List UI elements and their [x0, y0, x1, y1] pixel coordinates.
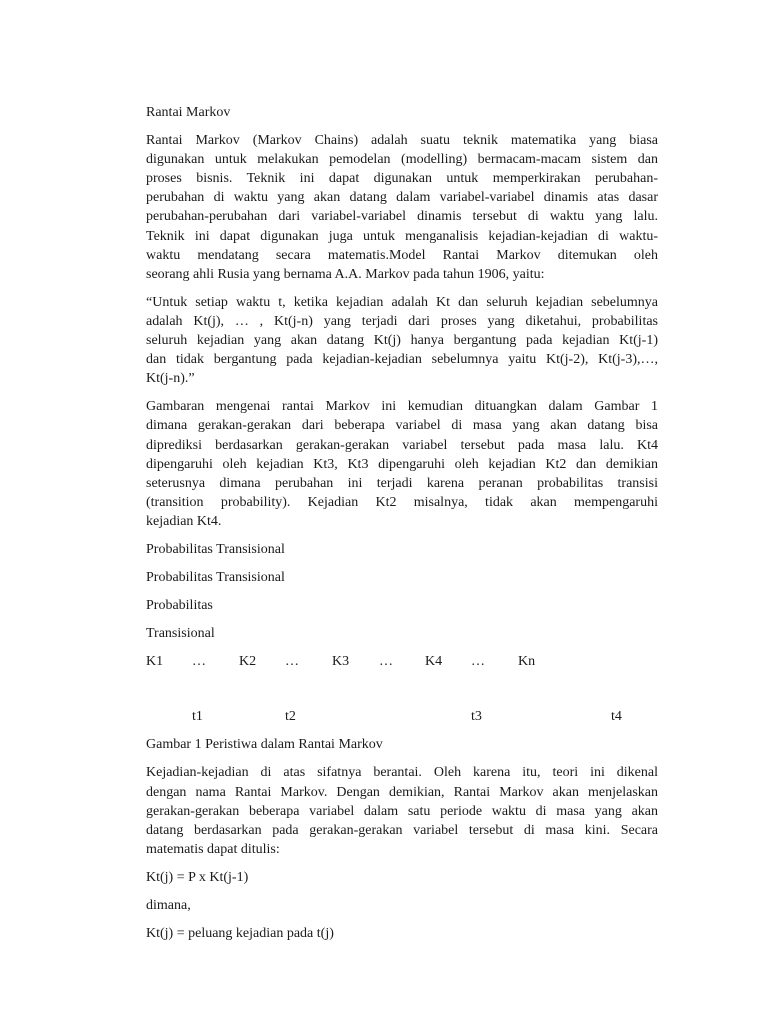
diagram-label: Probabilitas Transisional — [146, 541, 285, 557]
state-k4: K4 — [425, 654, 443, 670]
paragraph-description — [146, 397, 658, 531]
text-line: proses bisnis. Teknik ini dapat digunakan untuk memperkirakan perubahan- — [146, 171, 658, 187]
figure-caption: Gambar 1 Peristiwa dalam Rantai Markov — [146, 737, 383, 753]
diagram-states-row — [146, 652, 658, 671]
paragraph-quote — [146, 293, 658, 388]
state-k3: K3 — [332, 654, 350, 670]
time-t1: t1 — [192, 709, 203, 725]
state-ellipsis: … — [379, 654, 393, 670]
text-line: digunakan untuk melakukan pemodelan (modelling) bermacam-macam sistem dan — [146, 152, 658, 168]
text-line: kejadian Kt4. — [146, 513, 222, 529]
paragraph-intro — [146, 131, 658, 284]
text-line: datang berdasarkan pada gerakan-gerakan variabel tersebut di masa kini. Secara — [146, 822, 658, 838]
text-line: diprediksi berdasarkan gerakan-gerakan variabel tersebut pada masa lalu. Kt4 — [146, 437, 658, 453]
text-line: matematis dapat ditulis: — [146, 841, 280, 857]
diagram-label: Probabilitas — [146, 598, 213, 614]
formula: Kt(j) = P x Kt(j-1) — [146, 869, 249, 885]
state-ellipsis: … — [285, 654, 299, 670]
time-t2: t2 — [285, 709, 296, 725]
document-page — [146, 103, 658, 943]
text-line: perubahan di waktu yang akan datang dalam variabel-variabel dinamis atas dasar — [146, 190, 658, 206]
diagram-label: Transisional — [146, 626, 215, 642]
text-line: “Untuk setiap waktu t, ketika kejadian adalah Kt dan seluruh kejadian sebelumnya — [146, 294, 658, 310]
text-line: Rantai Markov (Markov Chains) adalah suatu teknik matematika yang biasa — [146, 133, 658, 149]
text-line: perubahan-perubahan dari variabel-variabel dinamis tersebut di waktu yang lalu. — [146, 209, 658, 225]
text-line: seterusnya dimana perubahan ini terjadi karena peranan probabilitas transisi — [146, 475, 658, 491]
state-ellipsis: … — [192, 654, 206, 670]
text-line: waktu mendatang secara matematis.Model Rantai Markov ditemukan oleh — [146, 247, 658, 263]
text-line: dimana gerakan-gerakan dari beberapa variabel di masa yang akan datang bisa — [146, 418, 658, 434]
text-line: gerakan-gerakan beberapa variabel dalam satu periode waktu di masa yang akan — [146, 803, 658, 819]
text-line: seorang ahli Rusia yang bernama A.A. Markov pada tahun 1906, yaitu: — [146, 266, 545, 282]
diagram-times-row — [146, 707, 658, 726]
diagram-label: Probabilitas Transisional — [146, 570, 285, 586]
time-t4: t4 — [611, 709, 622, 725]
paragraph-conclusion — [146, 763, 658, 858]
time-t3: t3 — [471, 709, 482, 725]
text-line: (transition probability). Kejadian Kt2 misalnya, tidak akan mempengaruhi — [146, 494, 658, 510]
text-line: dipengaruhi oleh kejadian Kt3, Kt3 dipengaruhi oleh kejadian Kt2 dan demikian — [146, 456, 658, 472]
text-line: Kejadian-kejadian di atas sifatnya berantai. Oleh karena itu, teori ini dikenal — [146, 765, 658, 781]
state-k2: K2 — [239, 654, 257, 670]
state-kn: Kn — [518, 654, 536, 670]
text-line: dan tidak bergantung pada kejadian-kejadian sebelumnya yaitu Kt(j-2), Kt(j-3),…, — [146, 352, 658, 368]
text-line: dengan nama Rantai Markov. Dengan demikian, Rantai Markov akan menjelaskan — [146, 784, 658, 800]
state-ellipsis: … — [471, 654, 485, 670]
text-line: Kt(j-n).” — [146, 371, 195, 387]
text-line: Gambaran mengenai rantai Markov ini kemudian dituangkan dalam Gambar 1 — [146, 399, 658, 415]
text-line: Teknik ini dapat digunakan juga untuk menganalisis kejadian-kejadian di waktu- — [146, 228, 658, 244]
dimana-label: dimana, — [146, 898, 191, 913]
text-line: adalah Kt(j), … , Kt(j-n) yang terjadi dari proses yang diketahui, probabilitas — [146, 313, 658, 329]
document-title: Rantai Markov — [146, 105, 231, 120]
state-k1: K1 — [146, 654, 164, 670]
definition-line: Kt(j) = peluang kejadian pada t(j) — [146, 926, 334, 942]
text-line: seluruh kejadian yang akan datang Kt(j) hanya bergantung pada kejadian Kt(j-1) — [146, 333, 658, 349]
